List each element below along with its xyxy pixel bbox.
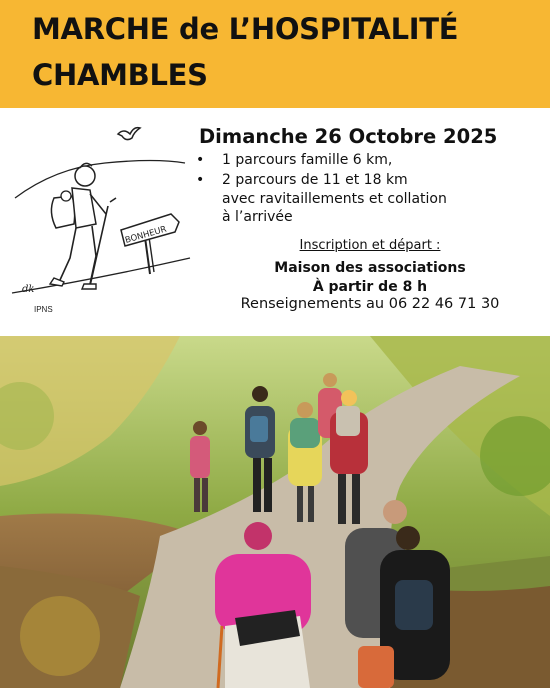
title-line-1: MARCHE de L’HOSPITALITÉ [32,12,459,46]
bird-icon [118,128,140,140]
ipns-credit: IPNS [34,305,53,314]
walkers-photo [0,336,550,688]
registration-label: Inscription et départ : [299,238,441,253]
venue: Maison des associations [274,260,466,276]
bullet-icon: • [196,172,205,188]
route-bullet-2-line-3: à l’arrivée [222,209,293,225]
route-bullet-2-text: 2 parcours de 11 et 18 km [222,172,408,188]
bullet-icon: • [196,152,205,168]
route-bullet-2-line-2: avec ravitaillements et collation [222,191,447,207]
hiker-sketch [10,118,195,318]
contact-info: Renseignements au 06 22 46 71 30 [240,296,500,312]
artist-signature: dk [22,284,35,295]
title-line-2: CHAMBLES [32,58,208,92]
start-time: À partir de 8 h [312,279,428,295]
sign-text: BONHEUR [124,224,168,246]
route-bullet-1-text: 1 parcours famille 6 km, [222,152,393,168]
event-date: Dimanche 26 Octobre 2025 [199,125,498,148]
title-banner [0,0,550,108]
